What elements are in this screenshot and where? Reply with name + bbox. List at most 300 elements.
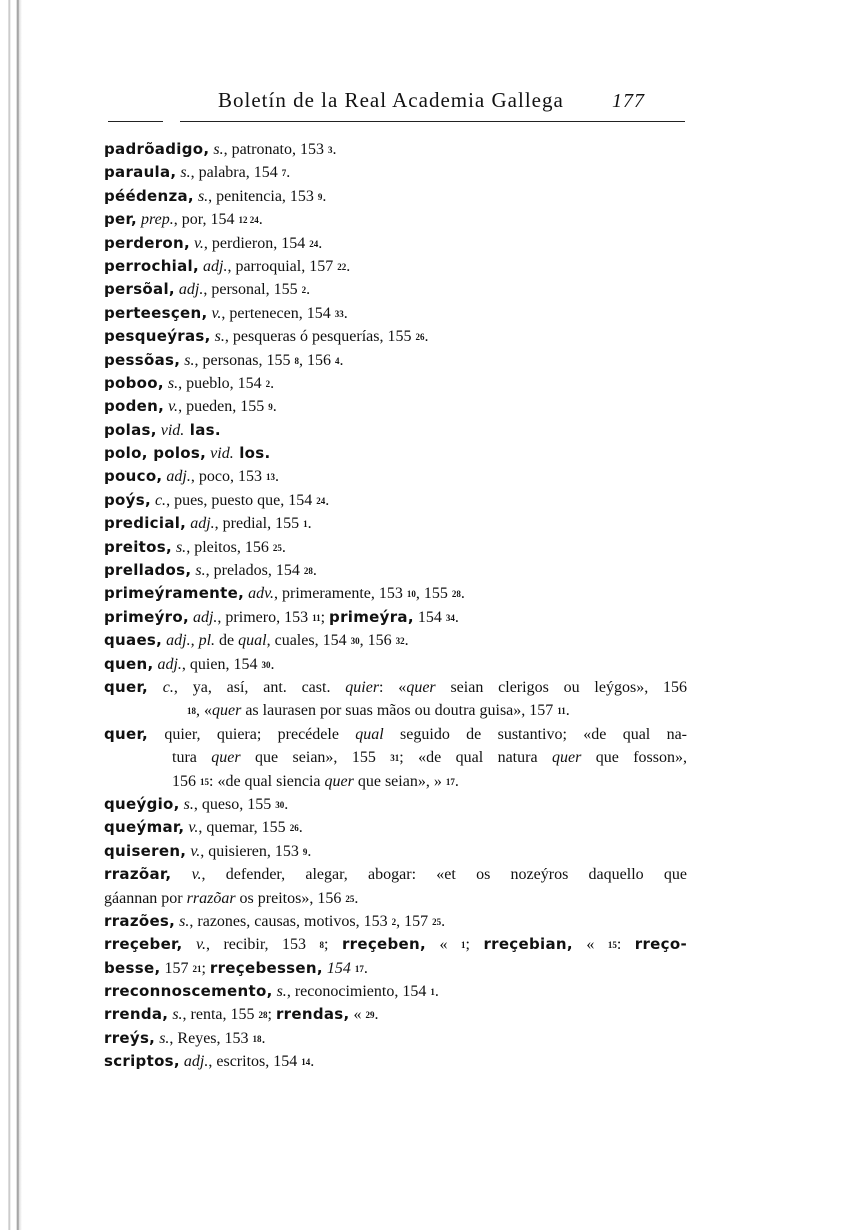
grammar-italic: 154 — [322, 959, 355, 977]
grammar-italic: s. — [272, 983, 287, 1001]
entry-line — [104, 980, 687, 1003]
headword: besse, — [104, 958, 161, 977]
headword: pesqueýras, — [104, 327, 211, 346]
entry-line — [104, 138, 687, 161]
definition-text: que fosson», — [581, 749, 687, 767]
definition-text: , recibir, 153 — [205, 936, 320, 954]
line-reference: 1 — [430, 987, 435, 998]
grammar-italic: adj. — [188, 608, 218, 626]
definition-text: . — [272, 398, 277, 416]
definition-text: , reconocimiento, 154 — [286, 983, 431, 1001]
definition-text: , Reyes, 153 — [169, 1029, 253, 1047]
headword: predicial, — [104, 514, 187, 533]
definition-text: . — [454, 608, 459, 626]
glossary-entry — [104, 816, 687, 839]
headword: quiseren, — [104, 841, 187, 860]
glossary-entry — [104, 653, 687, 676]
glossary-entry — [104, 512, 687, 535]
entry-line — [104, 606, 687, 629]
definition-text: . — [404, 632, 409, 650]
entry-line — [104, 255, 687, 278]
entry-line — [104, 863, 687, 886]
definition-text: , poco, 153 — [190, 468, 266, 486]
line-reference: 25 — [432, 916, 442, 927]
line-reference: 7 — [281, 168, 287, 179]
entry-line — [104, 910, 687, 933]
definition-text: , pesqueras ó pesquerías, 155 — [224, 328, 416, 346]
definition-text: de — [215, 632, 239, 650]
grammar-italic: s. — [155, 1029, 170, 1047]
glossary-entry — [104, 536, 687, 559]
definition-text: ; — [465, 936, 484, 954]
line-reference: 26 — [289, 823, 299, 834]
entry-line — [104, 232, 687, 255]
definition-text: . — [281, 538, 286, 556]
grammar-italic: v. — [164, 398, 179, 416]
line-reference: 18 — [187, 706, 196, 717]
glossary-entry — [104, 1003, 687, 1026]
definition-text: , por, 154 — [173, 211, 239, 229]
headword: los. — [233, 444, 271, 463]
line-reference: 26 — [415, 332, 425, 343]
definition-text: , pues, puesto que, 154 — [166, 491, 317, 509]
headword: rreçebian, — [483, 935, 573, 954]
grammar-italic: s. — [168, 1006, 183, 1024]
grammar-italic: adj. — [153, 655, 182, 673]
definition-text: ; — [320, 608, 330, 626]
definition-text: , pueblo, 154 — [178, 374, 266, 392]
definition-text: as laurasen por suas mãos ou doutra guisa», 157 — [241, 702, 558, 720]
definition-text: , pertenecen, 154 — [221, 304, 335, 322]
entry-continuation-line — [104, 770, 687, 793]
headword: polo, polos, — [104, 444, 207, 463]
definition-text: . — [441, 912, 446, 930]
entry-line — [104, 582, 687, 605]
grammar-italic: rrazõar — [186, 889, 236, 907]
glossary-entry — [104, 582, 687, 605]
glossary-entry — [104, 419, 687, 442]
definition-text: . — [306, 281, 311, 299]
grammar-italic: qual — [355, 725, 384, 743]
definition-text: « — [349, 1006, 366, 1024]
line-reference: 4 — [334, 355, 340, 366]
entry-line — [104, 161, 687, 184]
definition-text: , prelados, 154 — [205, 562, 304, 580]
definition-text: . — [454, 772, 459, 790]
glossary-entry — [104, 395, 687, 418]
header-rule-left — [108, 121, 163, 122]
line-reference: 8 — [319, 940, 325, 951]
headword: las. — [184, 420, 221, 439]
grammar-italic: s. — [210, 328, 225, 346]
definition-text: que seian», » — [353, 772, 446, 790]
definition-text: , personal, 155 — [203, 281, 302, 299]
definition-text: , pleitos, 156 — [186, 538, 273, 556]
entry-line — [104, 395, 687, 418]
definition-text: . — [261, 1029, 266, 1047]
line-reference: 22 — [337, 261, 347, 272]
line-reference: 29 — [365, 1010, 375, 1021]
definition-text: , primeramente, 153 — [274, 585, 407, 603]
headword: quer, — [104, 677, 148, 696]
grammar-italic: adj., pl. — [162, 632, 216, 650]
headword: perrochial, — [104, 256, 199, 275]
entry-line — [104, 840, 687, 863]
definition-text: , quemar, 155 — [198, 819, 290, 837]
entry-line — [104, 349, 687, 372]
definition-text: , 156 — [298, 351, 335, 369]
definition-text: : « — [379, 678, 407, 696]
headword: rrazões, — [104, 911, 176, 930]
grammar-italic: adj. — [174, 281, 204, 299]
definition-text: , cuales, 154 — [266, 632, 351, 650]
definition-text: . — [258, 211, 263, 229]
definition-text: , perdieron, 154 — [203, 234, 310, 252]
grammar-italic: adj. — [186, 515, 215, 533]
definition-text: 156 — [172, 772, 200, 790]
grammar-italic: s. — [171, 538, 187, 556]
definition-text: , 156 — [359, 632, 396, 650]
line-reference: 28 — [258, 1010, 268, 1021]
grammar-italic: quer — [406, 678, 436, 696]
glossary-entry — [104, 208, 687, 231]
headword: padrõadigo, — [104, 140, 210, 158]
glossary-entry — [104, 863, 687, 910]
entry-continuation-line — [104, 957, 687, 980]
headword: primeýra, — [329, 607, 414, 626]
definition-text: , patronato, 153 — [223, 141, 328, 158]
definition-text: . — [424, 328, 429, 346]
definition-text: , predial, 155 — [214, 515, 304, 533]
definition-text: gáannan por — [104, 889, 187, 907]
headword: persõal, — [104, 280, 175, 299]
entry-line — [104, 653, 687, 676]
headword: paraula, — [104, 163, 177, 182]
header-rule — [180, 121, 685, 122]
glossary-entry — [104, 325, 687, 348]
definition-text: , queso, 155 — [193, 795, 276, 813]
definition-text: . — [307, 515, 312, 533]
entry-line — [104, 933, 687, 956]
definition-text: . — [270, 374, 275, 392]
headword: poden, — [104, 397, 165, 416]
line-reference: 1 — [303, 519, 308, 530]
entry-line — [104, 208, 687, 231]
glossary-entry — [104, 1027, 687, 1050]
grammar-italic: quer — [212, 702, 242, 720]
headword: queýmar, — [104, 818, 185, 837]
entry-line — [104, 1050, 687, 1073]
definition-text: , parroquial, 157 — [227, 257, 338, 275]
glossary-entry — [104, 278, 687, 301]
definition-text: , escritos, 154 — [208, 1053, 302, 1071]
entry-line — [104, 489, 687, 512]
entry-line — [104, 816, 687, 839]
definition-text: . — [298, 819, 303, 837]
definition-text: . — [339, 351, 344, 369]
definition-text: , « — [196, 702, 212, 720]
definition-text: « — [572, 936, 608, 954]
grammar-italic: s. — [191, 562, 206, 580]
entry-line — [104, 793, 687, 816]
line-reference: 2 — [265, 378, 271, 389]
entry-continuation-line — [104, 887, 687, 910]
glossary-entry — [104, 676, 687, 723]
glossary-entry — [104, 489, 687, 512]
grammar-italic: s. — [209, 141, 224, 158]
line-reference: 18 — [252, 1033, 262, 1044]
definition-text: ; — [201, 959, 210, 977]
headword: rreçeber, — [104, 935, 183, 954]
entry-line — [104, 723, 687, 746]
definition-text: . — [332, 141, 337, 158]
headword: rreçeben, — [341, 935, 427, 954]
glossary-entry — [104, 933, 687, 980]
grammar-italic: vid. — [156, 421, 185, 439]
entry-line — [104, 676, 687, 699]
grammar-italic: c. — [150, 491, 167, 509]
definition-text: , palabra, 154 — [190, 164, 282, 182]
definition-text: , quien, 154 — [181, 655, 262, 673]
entry-line — [104, 302, 687, 325]
grammar-italic: s. — [163, 374, 179, 392]
definition-text: . — [434, 983, 439, 1001]
headword: rreçebessen, — [209, 958, 323, 977]
line-reference: 8 — [294, 355, 299, 366]
grammar-italic: quier — [345, 678, 380, 696]
headword: poboo, — [104, 373, 164, 392]
definition-text: « — [426, 936, 461, 954]
entry-line — [104, 372, 687, 395]
definition-text: , quisieren, 153 — [200, 842, 303, 860]
line-reference: 2 — [301, 285, 307, 296]
glossary-entry — [104, 138, 687, 161]
entry-line — [104, 325, 687, 348]
line-reference: 30 — [261, 659, 271, 670]
glossary-entry — [104, 910, 687, 933]
headword: primeýramente, — [104, 584, 245, 603]
headword: poýs, — [104, 490, 151, 509]
headword: prellados, — [104, 561, 192, 580]
definition-text: . — [565, 702, 570, 720]
line-reference: 17 — [354, 963, 364, 974]
glossary-entry — [104, 185, 687, 208]
glossary-entry — [104, 255, 687, 278]
definition-text: seian clerigos ou leýgos», 156 — [435, 678, 687, 696]
definition-text: , pueden, 155 — [178, 398, 269, 416]
grammar-italic: quer — [324, 772, 354, 790]
line-reference: 9 — [268, 402, 273, 413]
grammar-italic: c. — [147, 678, 174, 696]
line-reference: 28 — [451, 589, 461, 600]
entry-line — [104, 559, 687, 582]
definition-text: . — [318, 234, 323, 252]
grammar-italic: v. — [190, 234, 204, 252]
headword: rreýs, — [104, 1028, 156, 1047]
line-reference: 15 — [200, 776, 209, 787]
glossary-entry — [104, 302, 687, 325]
entry-line — [104, 536, 687, 559]
glossary-entry — [104, 629, 687, 652]
line-reference: 11 — [312, 612, 321, 623]
glossary-entry — [104, 606, 687, 629]
definition-text: . — [374, 1006, 379, 1024]
definition-text: . — [284, 795, 289, 813]
entry-line — [104, 629, 687, 652]
definition-text: , primero, 153 — [217, 608, 313, 626]
grammar-italic: v. — [171, 866, 202, 884]
journal-title: Boletín de la Real Academia Gallega — [218, 88, 564, 112]
headword: quaes, — [104, 631, 163, 650]
headword: rrenda, — [104, 1005, 169, 1024]
grammar-italic: s. — [179, 795, 194, 813]
definition-text: , razones, causas, motivos, 153 — [189, 912, 392, 930]
definition-text: . — [310, 1053, 315, 1071]
line-reference: 28 — [303, 566, 313, 577]
grammar-italic: quer — [551, 749, 582, 767]
definition-text: . — [274, 468, 279, 486]
grammar-italic: adj. — [199, 257, 228, 275]
definition-text: 154 — [413, 608, 446, 626]
definition-text: , ya, así, ant. cast. — [173, 678, 346, 696]
line-reference: 9 — [317, 191, 323, 202]
headword: per, — [104, 210, 138, 229]
definition-text: . — [460, 585, 465, 603]
glossary-entry — [104, 372, 687, 395]
glossary-entry — [104, 232, 687, 255]
glossary-entry — [104, 349, 687, 372]
definition-text: . — [312, 562, 317, 580]
definition-text: ; — [324, 936, 342, 954]
headword: polas, — [104, 420, 157, 439]
entry-line — [104, 185, 687, 208]
grammar-italic: quer — [211, 749, 241, 767]
definition-text: . — [346, 257, 351, 275]
entry-line — [104, 1003, 687, 1026]
line-reference: 12 24 — [238, 215, 259, 226]
definition-text: ; «de qual natura — [399, 749, 552, 767]
headword: pouco, — [104, 467, 163, 486]
line-reference: 1 — [461, 940, 466, 951]
grammar-italic: v. — [207, 304, 222, 322]
page-number: 177 — [612, 90, 645, 112]
line-reference: 17 — [445, 776, 455, 787]
headword: primeýro, — [104, 607, 189, 626]
definition-text: . — [270, 655, 275, 673]
line-reference: 30 — [350, 636, 360, 647]
definition-text: quier, quiera; precédele — [147, 725, 356, 743]
headword: rreconnoscemento, — [104, 982, 273, 1001]
running-header — [110, 88, 685, 118]
line-reference: 24 — [309, 238, 319, 249]
definition-text: . — [325, 491, 330, 509]
definition-text: . — [322, 187, 327, 205]
line-reference: 3 — [328, 145, 333, 155]
line-reference: 24 — [316, 495, 326, 506]
line-reference: 31 — [390, 753, 400, 764]
entry-continuation-line — [104, 746, 687, 769]
glossary-entry — [104, 465, 687, 488]
grammar-italic: v. — [182, 936, 206, 954]
line-reference: 30 — [275, 799, 285, 810]
grammar-italic: v. — [184, 819, 199, 837]
definition-text: . — [307, 842, 312, 860]
grammar-italic: qual — [238, 632, 267, 650]
entry-line — [104, 1027, 687, 1050]
grammar-italic: s. — [180, 351, 195, 369]
definition-text: que seian», 155 — [240, 749, 391, 767]
headword: queýgio, — [104, 794, 180, 813]
grammar-italic: adj. — [179, 1053, 209, 1071]
definition-text: os preitos», 156 — [235, 889, 346, 907]
line-reference: 14 — [301, 1057, 311, 1068]
definition-text: . — [354, 889, 359, 907]
entry-line — [104, 442, 687, 465]
grammar-italic: adv. — [244, 585, 275, 603]
definition-text: . — [286, 164, 291, 182]
definition-text: , penitencia, 153 — [208, 187, 318, 205]
grammar-italic: s. — [193, 187, 209, 205]
line-reference: 9 — [302, 846, 308, 857]
definition-text: , renta, 155 — [182, 1006, 259, 1024]
glossary-list — [104, 138, 687, 1074]
entry-line — [104, 278, 687, 301]
glossary-entry — [104, 1050, 687, 1073]
definition-text: , 155 — [415, 585, 452, 603]
grammar-italic: vid. — [206, 445, 234, 463]
headword: rreço- — [634, 935, 687, 954]
line-reference: 21 — [192, 963, 202, 974]
line-reference: 15 — [607, 940, 617, 951]
grammar-italic: prep. — [137, 211, 174, 229]
grammar-italic: adj. — [162, 468, 191, 486]
line-reference: 32 — [395, 636, 405, 647]
headword: perteesçen, — [104, 303, 208, 322]
line-reference: 10 — [406, 589, 416, 600]
line-reference: 34 — [445, 612, 455, 623]
headword: quer, — [104, 724, 148, 743]
definition-text: : — [616, 936, 635, 954]
headword: preitos, — [104, 537, 172, 556]
glossary-entry — [104, 559, 687, 582]
glossary-entry — [104, 723, 687, 793]
line-reference: 13 — [265, 472, 275, 483]
definition-text: seguido de sustantivo; «de qual na- — [383, 725, 687, 743]
headword: perderon, — [104, 233, 190, 252]
scan-binding-edge — [0, 0, 22, 1230]
headword: rrazõar, — [104, 865, 172, 884]
headword: péédenza, — [104, 186, 194, 205]
entry-line — [104, 419, 687, 442]
glossary-entry — [104, 161, 687, 184]
glossary-entry — [104, 840, 687, 863]
definition-text: . — [363, 959, 368, 977]
definition-text: , defender, alegar, abogar: «et os nozeýros daquello que — [201, 866, 687, 884]
line-reference: 33 — [334, 308, 344, 319]
line-reference: 25 — [345, 893, 355, 904]
headword: rrendas, — [275, 1005, 350, 1024]
line-reference: 11 — [557, 706, 566, 717]
definition-text: : «de qual siencia — [209, 772, 325, 790]
definition-text: , 157 — [396, 912, 433, 930]
headword: scriptos, — [104, 1052, 180, 1071]
definition-text: tura — [172, 749, 212, 767]
entry-line — [104, 512, 687, 535]
headword: quen, — [104, 654, 154, 673]
grammar-italic: s. — [175, 912, 190, 930]
definition-text: , personas, 155 — [194, 351, 295, 369]
glossary-entry — [104, 793, 687, 816]
